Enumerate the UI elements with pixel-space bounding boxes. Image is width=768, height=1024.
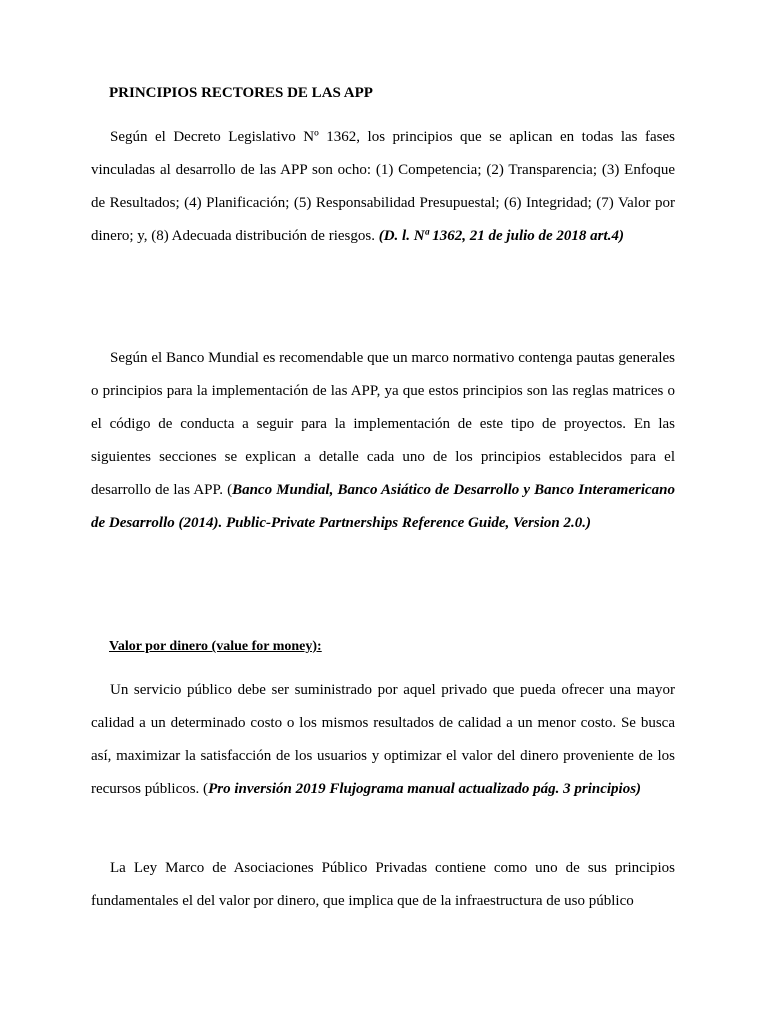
paragraph-decreto (91, 121, 675, 253)
section-title-valor-por-dinero: Valor por dinero (value for money): (109, 639, 322, 654)
paragraph-servicio-publico-text: Un servicio público debe ser suministrado por aquel privado que pueda ofrecer una mayor calidad a un determinado costo o los mismos resultados de calidad a un menor costo. Se busca así, maximizar la satisfacción de los usuarios y optimizar el valor del dinero proveniente de los recursos públicos. ( (91, 682, 675, 797)
citation-pro-inversion: Pro inversión 2019 Flujograma manual actualizado pág. 3 principios) (208, 781, 642, 797)
section-title-principios: PRINCIPIOS RECTORES DE LAS APP (109, 85, 373, 101)
citation-decreto: (D. l. Nª 1362, 21 de julio de 2018 art.4) (378, 228, 624, 244)
paragraph-decreto-text: Según el Decreto Legislativo Nº 1362, los principios que se aplican en todas las fases vinculadas al desarrollo de las APP son ocho: (1) Competencia; (2) Transparencia; (3) Enfoque de Resultados; (4) Planificación; (5) Responsabilidad Presupuestal; (6) Integridad; (7) Valor por dinero; y, (8) Adecuada distribución de riesgos. (91, 129, 675, 244)
paragraph-ley-marco: La Ley Marco de Asociaciones Público Privadas contiene como uno de sus principios fundamentales el del valor por dinero, que implica que de la infraestructura de uso público (91, 860, 675, 909)
citation-banco-mundial: Banco Mundial, Banco Asiático de Desarrollo y Banco Interamericano de Desarrollo (2014). Public-Private Partnerships Reference Guide, Version 2.0.) (91, 482, 675, 531)
paragraph-banco-mundial (91, 342, 675, 540)
paragraph-servicio-publico (91, 674, 675, 806)
paragraph-banco-mundial-text: Según el Banco Mundial es recomendable que un marco normativo contenga pautas generales o principios para la implementación de las APP, ya que estos principios son las reglas matrices o el código de conducta a seguir para la implementación de este tipo de proyectos. En las siguientes secciones se explican a detalle cada uno de los principios establecidos para el desarrollo de las APP. ( (91, 350, 675, 498)
